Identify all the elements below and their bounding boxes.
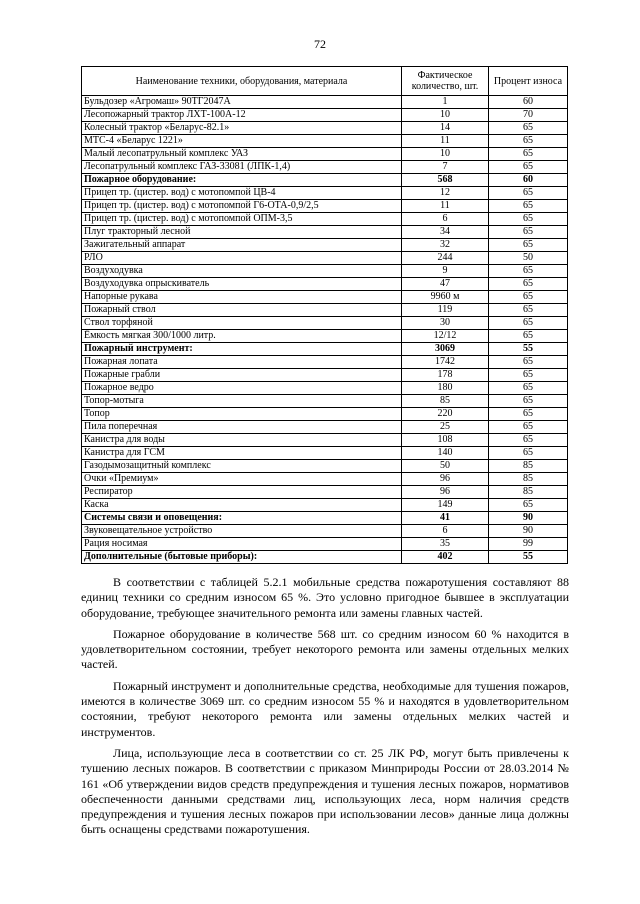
row-quantity: 47 xyxy=(402,278,489,291)
row-wear: 60 xyxy=(489,96,568,109)
table-row xyxy=(82,161,568,174)
header-wear: Процент износа xyxy=(489,67,568,96)
row-wear: 65 xyxy=(489,369,568,382)
row-name: Бульдозер «Агромаш» 90ТГ2047А xyxy=(82,96,402,109)
table-category-row xyxy=(82,174,568,187)
table-row xyxy=(82,447,568,460)
row-name: Топор xyxy=(82,408,402,421)
row-name: Топор-мотыга xyxy=(82,395,402,408)
table-row xyxy=(82,213,568,226)
row-name: Дополнительные (бытовые приборы): xyxy=(82,551,402,564)
row-wear: 65 xyxy=(489,122,568,135)
paragraph: Пожарное оборудование в количестве 568 шт. со средним износом 60 % находится в удовлетворительном состоянии, требует некоторого ремонта или замены отдельных мелких частей. xyxy=(81,626,569,672)
row-quantity: 11 xyxy=(402,135,489,148)
row-name: Ёмкость мягкая 300/1000 литр. xyxy=(82,330,402,343)
table-row xyxy=(82,304,568,317)
row-quantity: 1 xyxy=(402,96,489,109)
table-row xyxy=(82,239,568,252)
row-name: Пожарный инструмент: xyxy=(82,343,402,356)
row-name: Пила поперечная xyxy=(82,421,402,434)
row-wear: 65 xyxy=(489,265,568,278)
table-row xyxy=(82,538,568,551)
row-name: Плуг тракторный лесной xyxy=(82,226,402,239)
row-name: Рация носимая xyxy=(82,538,402,551)
row-wear: 65 xyxy=(489,395,568,408)
table-row xyxy=(82,382,568,395)
row-wear: 65 xyxy=(489,304,568,317)
row-name: Воздуходувка опрыскиватель xyxy=(82,278,402,291)
row-quantity: 14 xyxy=(402,122,489,135)
row-wear: 65 xyxy=(489,226,568,239)
row-wear: 85 xyxy=(489,473,568,486)
row-quantity: 32 xyxy=(402,239,489,252)
row-quantity: 180 xyxy=(402,382,489,395)
row-quantity: 244 xyxy=(402,252,489,265)
row-wear: 55 xyxy=(489,551,568,564)
row-wear: 65 xyxy=(489,356,568,369)
row-quantity: 178 xyxy=(402,369,489,382)
row-name: Лесопожарный трактор ЛХТ-100А-12 xyxy=(82,109,402,122)
row-wear: 65 xyxy=(489,434,568,447)
row-name: Напорные рукава xyxy=(82,291,402,304)
row-name: Воздуходувка xyxy=(82,265,402,278)
table-row xyxy=(82,434,568,447)
table-body xyxy=(82,96,568,564)
row-name: Респиратор xyxy=(82,486,402,499)
row-quantity: 220 xyxy=(402,408,489,421)
table-row xyxy=(82,499,568,512)
table-row xyxy=(82,408,568,421)
row-name: Системы связи и оповещения: xyxy=(82,512,402,525)
equipment-table xyxy=(81,66,568,564)
table-row xyxy=(82,369,568,382)
row-name: РЛО xyxy=(82,252,402,265)
row-quantity: 6 xyxy=(402,213,489,226)
row-quantity: 96 xyxy=(402,486,489,499)
row-name: МТС-4 «Беларус 1221» xyxy=(82,135,402,148)
table-row xyxy=(82,96,568,109)
paragraph: Лица, использующие леса в соответствии со ст. 25 ЛК РФ, могут быть привлечены к тушению лесных пожаров. В соответствии с приказом Минприроды России от 28.03.2014 № 161 «Об утверждении видов средств предупреждения и тушения лесных пожаров, нормативов обеспеченности данными средствами лиц, использующих леса, норм наличия средств предупреждения и тушения лесных пожаров при использовании лесов» данные лица должны быть оснащены средствами пожаротушения. xyxy=(81,745,569,837)
paragraph: В соответствии с таблицей 5.2.1 мобильные средства пожаротушения составляют 88 единиц техники со средним износом 65 %. Это условно пригодное бывшее в эксплуатации оборудование, требующее значительного ремонта или замены главных частей. xyxy=(81,575,569,620)
body-text xyxy=(81,575,569,844)
page-number: 72 xyxy=(314,37,326,51)
row-wear: 65 xyxy=(489,161,568,174)
row-wear: 65 xyxy=(489,213,568,226)
table-row xyxy=(82,395,568,408)
row-quantity: 41 xyxy=(402,512,489,525)
table-row xyxy=(82,525,568,538)
row-wear: 65 xyxy=(489,135,568,148)
row-quantity: 35 xyxy=(402,538,489,551)
row-wear: 65 xyxy=(489,187,568,200)
row-name: Звуковещательное устройство xyxy=(82,525,402,538)
table-header-row xyxy=(82,67,568,96)
row-wear: 65 xyxy=(489,239,568,252)
row-wear: 70 xyxy=(489,109,568,122)
row-name: Пожарное оборудование: xyxy=(82,174,402,187)
row-quantity: 50 xyxy=(402,460,489,473)
row-quantity: 9 xyxy=(402,265,489,278)
row-wear: 90 xyxy=(489,525,568,538)
table-row xyxy=(82,252,568,265)
row-quantity: 85 xyxy=(402,395,489,408)
row-quantity: 10 xyxy=(402,109,489,122)
row-quantity: 6 xyxy=(402,525,489,538)
row-wear: 65 xyxy=(489,499,568,512)
table-row xyxy=(82,226,568,239)
table-row xyxy=(82,356,568,369)
row-quantity: 30 xyxy=(402,317,489,330)
row-quantity: 149 xyxy=(402,499,489,512)
table-row xyxy=(82,148,568,161)
row-wear: 65 xyxy=(489,421,568,434)
table-row xyxy=(82,200,568,213)
row-quantity: 108 xyxy=(402,434,489,447)
row-wear: 99 xyxy=(489,538,568,551)
paragraph: Пожарный инструмент и дополнительные средства, необходимые для тушения пожаров, имеются в количестве 3069 шт. со средним износом 55 % и находятся в удовлетворительном состоянии, требуют некоторого ремонта или замены отдельных мелких частей и инструментов. xyxy=(81,678,569,739)
row-quantity: 1742 xyxy=(402,356,489,369)
row-quantity: 11 xyxy=(402,200,489,213)
row-name: Малый лесопатрульный комплекс УАЗ xyxy=(82,148,402,161)
table-row xyxy=(82,460,568,473)
row-quantity: 568 xyxy=(402,174,489,187)
table-row xyxy=(82,486,568,499)
table-category-row xyxy=(82,551,568,564)
header-name: Наименование техники, оборудования, материала xyxy=(82,67,402,96)
row-quantity: 25 xyxy=(402,421,489,434)
row-name: Канистра для ГСМ xyxy=(82,447,402,460)
row-name: Пожарный ствол xyxy=(82,304,402,317)
row-name: Прицеп тр. (цистер. вод) с мотопомпой Г6-ОТА-0,9/2,5 xyxy=(82,200,402,213)
row-wear: 65 xyxy=(489,447,568,460)
row-quantity: 119 xyxy=(402,304,489,317)
table-row xyxy=(82,109,568,122)
row-name: Каска xyxy=(82,499,402,512)
row-quantity: 34 xyxy=(402,226,489,239)
row-name: Лесопатрульный комплекс ГАЗ-33081 (ЛПК-1,4) xyxy=(82,161,402,174)
row-quantity: 10 xyxy=(402,148,489,161)
row-name: Очки «Премиум» xyxy=(82,473,402,486)
row-name: Канистра для воды xyxy=(82,434,402,447)
row-name: Прицеп тр. (цистер. вод) с мотопомпой ОПМ-3,5 xyxy=(82,213,402,226)
header-quantity: Фактическое количество, шт. xyxy=(402,67,489,96)
row-quantity: 9960 м xyxy=(402,291,489,304)
row-name: Зажигательный аппарат xyxy=(82,239,402,252)
row-wear: 65 xyxy=(489,200,568,213)
row-wear: 65 xyxy=(489,408,568,421)
table-row xyxy=(82,265,568,278)
row-quantity: 12/12 xyxy=(402,330,489,343)
row-name: Газодымозащитный комплекс xyxy=(82,460,402,473)
row-wear: 50 xyxy=(489,252,568,265)
row-name: Пожарные грабли xyxy=(82,369,402,382)
table-row xyxy=(82,187,568,200)
row-wear: 65 xyxy=(489,330,568,343)
row-name: Пожарное ведро xyxy=(82,382,402,395)
row-wear: 90 xyxy=(489,512,568,525)
row-wear: 65 xyxy=(489,148,568,161)
row-quantity: 140 xyxy=(402,447,489,460)
row-name: Пожарная лопата xyxy=(82,356,402,369)
table-row xyxy=(82,317,568,330)
table-row xyxy=(82,421,568,434)
row-name: Ствол торфяной xyxy=(82,317,402,330)
row-wear: 85 xyxy=(489,486,568,499)
row-wear: 85 xyxy=(489,460,568,473)
row-quantity: 96 xyxy=(402,473,489,486)
row-quantity: 7 xyxy=(402,161,489,174)
row-name: Колесный трактор «Беларус-82.1» xyxy=(82,122,402,135)
table-row xyxy=(82,135,568,148)
table-category-row xyxy=(82,512,568,525)
row-wear: 60 xyxy=(489,174,568,187)
table-row xyxy=(82,291,568,304)
row-wear: 65 xyxy=(489,317,568,330)
table-row xyxy=(82,122,568,135)
row-name: Прицеп тр. (цистер. вод) с мотопомпой ЦВ-4 xyxy=(82,187,402,200)
table-row xyxy=(82,473,568,486)
row-quantity: 402 xyxy=(402,551,489,564)
table-row xyxy=(82,278,568,291)
row-wear: 55 xyxy=(489,343,568,356)
row-wear: 65 xyxy=(489,382,568,395)
row-wear: 65 xyxy=(489,278,568,291)
row-quantity: 3069 xyxy=(402,343,489,356)
row-wear: 65 xyxy=(489,291,568,304)
row-quantity: 12 xyxy=(402,187,489,200)
table-category-row xyxy=(82,343,568,356)
table-row xyxy=(82,330,568,343)
